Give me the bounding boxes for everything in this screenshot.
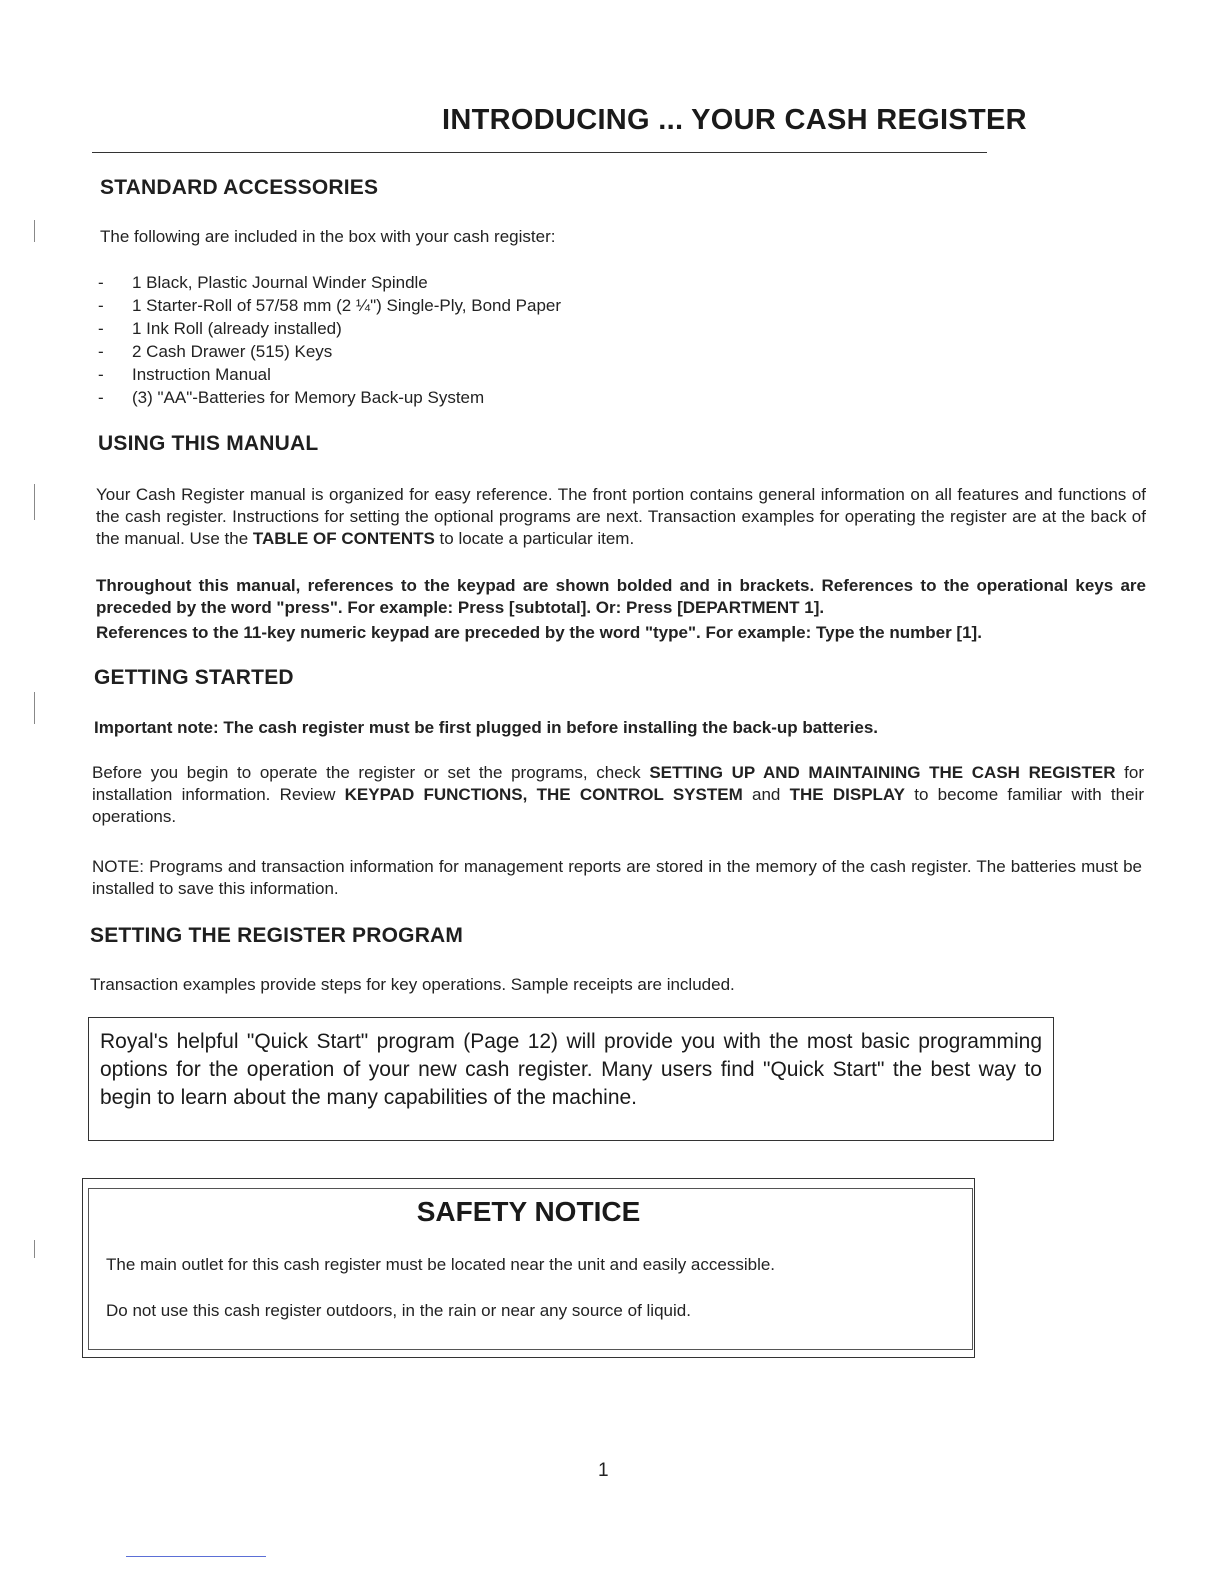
important-note: Important note: The cash register must be first plugged in before installing the back-up batteries. <box>94 718 879 737</box>
using-manual-heading: USING THIS MANUAL <box>98 432 319 455</box>
setup-reference: SETTING UP AND MAINTAINING THE CASH REGISTER <box>649 763 1116 782</box>
title-divider <box>92 152 987 153</box>
accessories-heading: STANDARD ACCESSORIES <box>100 176 379 199</box>
scan-margin-mark <box>34 484 35 520</box>
page-title: INTRODUCING ... YOUR CASH REGISTER <box>442 104 1027 136</box>
page-number: 1 <box>598 1460 609 1481</box>
keypad-functions-reference: KEYPAD FUNCTIONS, THE CONTROL SYSTEM <box>344 785 743 804</box>
list-item: - 1 Ink Roll (already installed) <box>96 317 796 340</box>
safety-line-outlet: The main outlet for this cash register must be located near the unit and easily accessible. <box>106 1255 776 1274</box>
list-item: - (3) "AA"-Batteries for Memory Back-up System <box>96 386 796 409</box>
using-manual-text-end: to locate a particular item. <box>434 529 635 548</box>
battery-note: NOTE: Programs and transaction information for management reports are stored in the memory of the cash register. The batteries must be installed to save this information. <box>92 857 1142 898</box>
gs-text-g: to become familiar with their operations. <box>92 785 1144 826</box>
getting-started-heading: GETTING STARTED <box>94 666 294 689</box>
gs-text-c: for installation information. Review <box>92 763 1144 804</box>
using-manual-paragraph <box>96 484 1146 550</box>
gs-text-a: Before you begin to operate the register or set the programs, check <box>92 763 650 782</box>
getting-started-paragraph <box>92 762 1144 828</box>
list-item: - 1 Starter-Roll of 57/58 mm (2 ¼") Single-Ply, Bond Paper <box>96 294 796 317</box>
safety-line-outdoors: Do not use this cash register outdoors, in the rain or near any source of liquid. <box>106 1301 691 1320</box>
scan-margin-mark <box>34 1240 35 1258</box>
setting-program-text: Transaction examples provide steps for key operations. Sample receipts are included. <box>90 975 735 994</box>
table-of-contents-reference: TABLE OF CONTENTS <box>252 529 435 548</box>
list-item: - 2 Cash Drawer (515) Keys <box>96 340 796 363</box>
accessories-intro: The following are included in the box with your cash register: <box>100 227 556 246</box>
gs-text-e: and <box>742 785 790 804</box>
list-item: - Instruction Manual <box>96 363 796 386</box>
scan-margin-mark <box>34 220 35 242</box>
list-item: - 1 Black, Plastic Journal Winder Spindle <box>96 271 796 294</box>
footer-line <box>126 1556 266 1557</box>
quick-start-text: Royal's helpful "Quick Start" program (Page 12) will provide you with the most basic programming options for the operation of your new cash register. Many users find "Quick Start" the best way to begin to learn about the many capabilities of the machine. <box>100 1030 1042 1109</box>
accessories-list <box>96 271 796 409</box>
scan-margin-mark <box>34 692 35 724</box>
display-reference: THE DISPLAY <box>789 785 905 804</box>
keypad-reference-paragraph: Throughout this manual, references to the keypad are shown bolded and in brackets. References to the operational keys are preceded by the word "press". For example: Press [subtotal]. Or: Press [DEPARTMENT 1]. <box>96 576 1146 617</box>
numeric-keypad-reference: References to the 11-key numeric keypad are preceded by the word "type". For example: Type the number [1]. <box>96 623 982 642</box>
safety-notice-heading: SAFETY NOTICE <box>416 1196 641 1227</box>
using-manual-text: Your Cash Register manual is organized for easy reference. The front portion contains general information on all features and functions of the cash register. Instructions for setting the optional programs are next. Transaction examples for operating the register are at the back of the manual. Use the <box>96 485 1146 548</box>
setting-program-heading: SETTING THE REGISTER PROGRAM <box>90 924 464 947</box>
